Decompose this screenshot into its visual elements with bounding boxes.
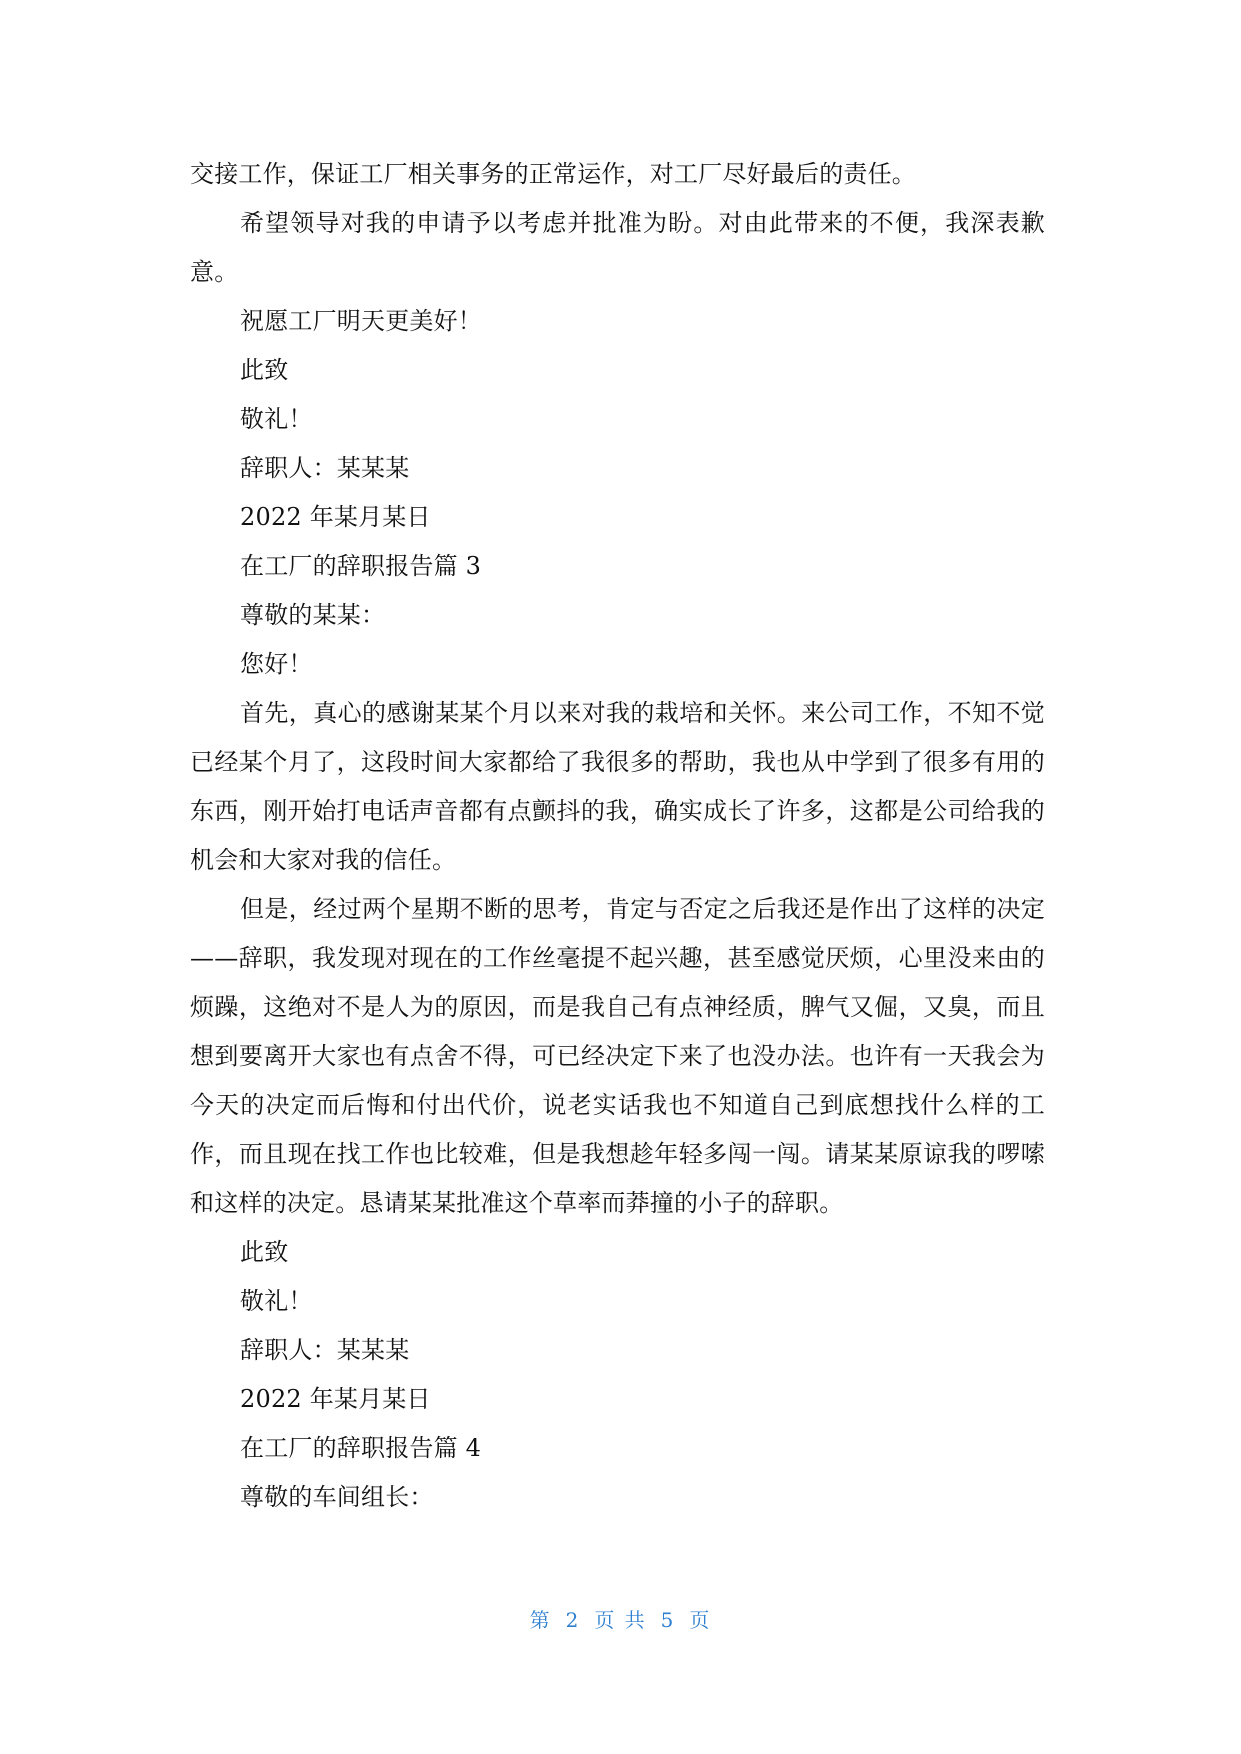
- signature-date: 2022 年某月某日: [240, 503, 431, 531]
- paragraph-thanks: 首先，真心的感谢某某个月以来对我的栽培和关怀。来公司工作，不知不觉已经某个月了，这段时间大家都给了我很多的帮助，我也从中学到了很多有用的东西，刚开始打电话声音都有点颤抖的我，确实成长了许多，这都是公司给我的机会和大家对我的信任。: [190, 699, 1045, 874]
- salutation-3: 尊敬的某某：: [240, 601, 386, 629]
- closing-jingli: 敬礼！: [240, 405, 313, 433]
- signature-resigner-2: 辞职人：某某某: [240, 1336, 410, 1364]
- salutation-4: 尊敬的车间组长：: [240, 1483, 434, 1511]
- page-footer: [0, 1604, 1241, 1633]
- paragraph-decision: 但是，经过两个星期不断的思考，肯定与否定之后我还是作出了这样的决定——辞职，我发现对现在的工作丝毫提不起兴趣，甚至感觉厌烦，心里没来由的烦躁，这绝对不是人为的原因，而是我自己有点神经质，脾气又倔，又臭，而且想到要离开大家也有点舍不得，可已经决定下来了也没办法。也许有一天我会为今天的决定而后悔和付出代价，说老实话我也不知道自己到底想找什么样的工作，而且现在找工作也比较难，但是我想趁年轻多闯一闯。请某某原谅我的啰嗦和这样的决定。恳请某某批准这个草率而莽撞的小子的辞职。: [190, 895, 1045, 1217]
- paragraph-hope-approval: 希望领导对我的申请予以考虑并批准为盼。对由此带来的不便，我深表歉意。: [190, 209, 1045, 286]
- signature-date-2: 2022 年某月某日: [240, 1385, 431, 1413]
- footer-current-page: 2: [565, 1608, 581, 1632]
- footer-total-pages: 5: [660, 1608, 676, 1632]
- closing-cizhi-2: 此致: [240, 1238, 289, 1266]
- section-heading-3: 在工厂的辞职报告篇 3: [240, 552, 482, 580]
- signature-resigner: 辞职人：某某某: [240, 454, 410, 482]
- footer-middle: 页 共: [594, 1608, 647, 1632]
- paragraph-wish: 祝愿工厂明天更美好！: [240, 307, 482, 335]
- greeting-3: 您好！: [240, 650, 313, 678]
- section-heading-4: 在工厂的辞职报告篇 4: [240, 1434, 482, 1462]
- closing-jingli-2: 敬礼！: [240, 1287, 313, 1315]
- footer-prefix: 第: [529, 1608, 552, 1632]
- closing-cizhi: 此致: [240, 356, 289, 384]
- paragraph-handover: 交接工作，保证工厂相关事务的正常运作，对工厂尽好最后的责任。: [190, 160, 916, 188]
- document-body: [190, 150, 1045, 1522]
- footer-suffix: 页: [689, 1608, 712, 1632]
